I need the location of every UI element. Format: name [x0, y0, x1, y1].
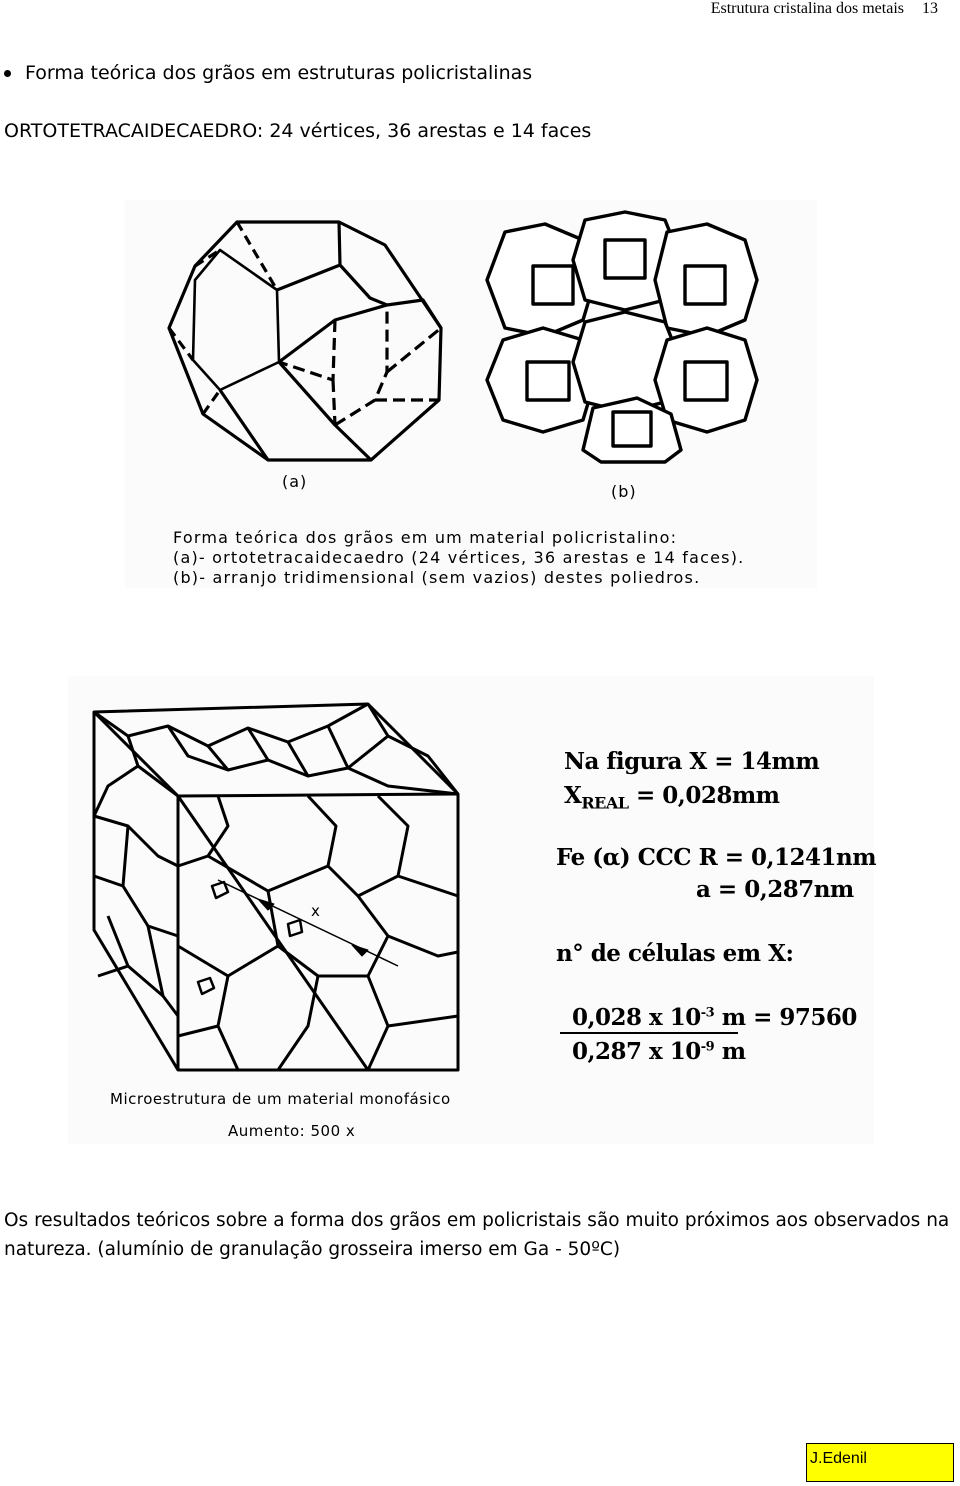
page-number: 13 [922, 0, 938, 17]
numerator-exponent: -3 [700, 1005, 715, 1021]
grain-cube-drawing [68, 676, 877, 1144]
calc-line-3: Fe (α) CCC R = 0,1241nm [556, 844, 877, 871]
figure-polyhedra [125, 200, 817, 588]
caption-line: Forma teórica dos grãos em um material policristalino: [173, 528, 678, 547]
fraction-bar [560, 1032, 738, 1034]
x-real-value: = 0,028mm [628, 782, 780, 809]
denominator-base: 0,287 x 10 [572, 1038, 701, 1065]
x-real-subscript: REAL [581, 793, 629, 813]
conclusion-text: Os resultados teóricos sobre a forma dos grãos em policristais são muito próximos aos observados na natureza. (alumínio de granulação grosseira imerso em Ga - 50ºC) [4, 1210, 950, 1260]
label-b: (b) [611, 482, 637, 501]
header-title: Estrutura cristalina dos metais [710, 0, 904, 17]
fraction-denominator [572, 1038, 746, 1065]
figure-microstructure [68, 676, 877, 1144]
cell-count-result: = 97560 [745, 1004, 857, 1031]
author-label: J.Edenil [806, 1443, 954, 1482]
magnification-label: Aumento: 500 x [228, 1122, 356, 1140]
fraction-numerator [572, 1004, 857, 1031]
numerator-unit: m [714, 1004, 746, 1031]
caption-line: (b)- arranjo tridimensional (sem vazios) destes poliedros. [173, 568, 701, 587]
caption-line: (a)- ortotetracaidecaedro (24 vértices, 36 arestas e 14 faces). [173, 548, 745, 567]
page-header [711, 0, 938, 18]
figure1-caption [173, 528, 744, 588]
polyhedron-definition: ORTOTETRACAIDECAEDRO: 24 vértices, 36 arestas e 14 faces [4, 120, 592, 142]
denominator-unit: m [714, 1038, 746, 1065]
x-marker: x [311, 902, 320, 920]
polyhedra-arrangement-icon [487, 212, 757, 462]
bullet-item [4, 62, 532, 84]
numerator-base: 0,028 x 10 [572, 1004, 701, 1031]
x-real-var: X [564, 782, 582, 809]
figure2-caption: Microestrutura de um material monofásico [110, 1090, 451, 1108]
bullet-icon [4, 70, 11, 77]
bullet-text: Forma teórica dos grãos em estruturas policristalinas [25, 62, 533, 84]
label-a: (a) [282, 472, 308, 491]
truncated-octahedron-icon [169, 222, 441, 460]
calc-line-5: n° de células em X: [556, 940, 794, 967]
calc-line-4: a = 0,287nm [696, 876, 854, 903]
denominator-exponent: -9 [700, 1039, 715, 1055]
calc-line-1: Na figura X = 14mm [564, 748, 820, 775]
calc-line-2 [564, 782, 780, 813]
